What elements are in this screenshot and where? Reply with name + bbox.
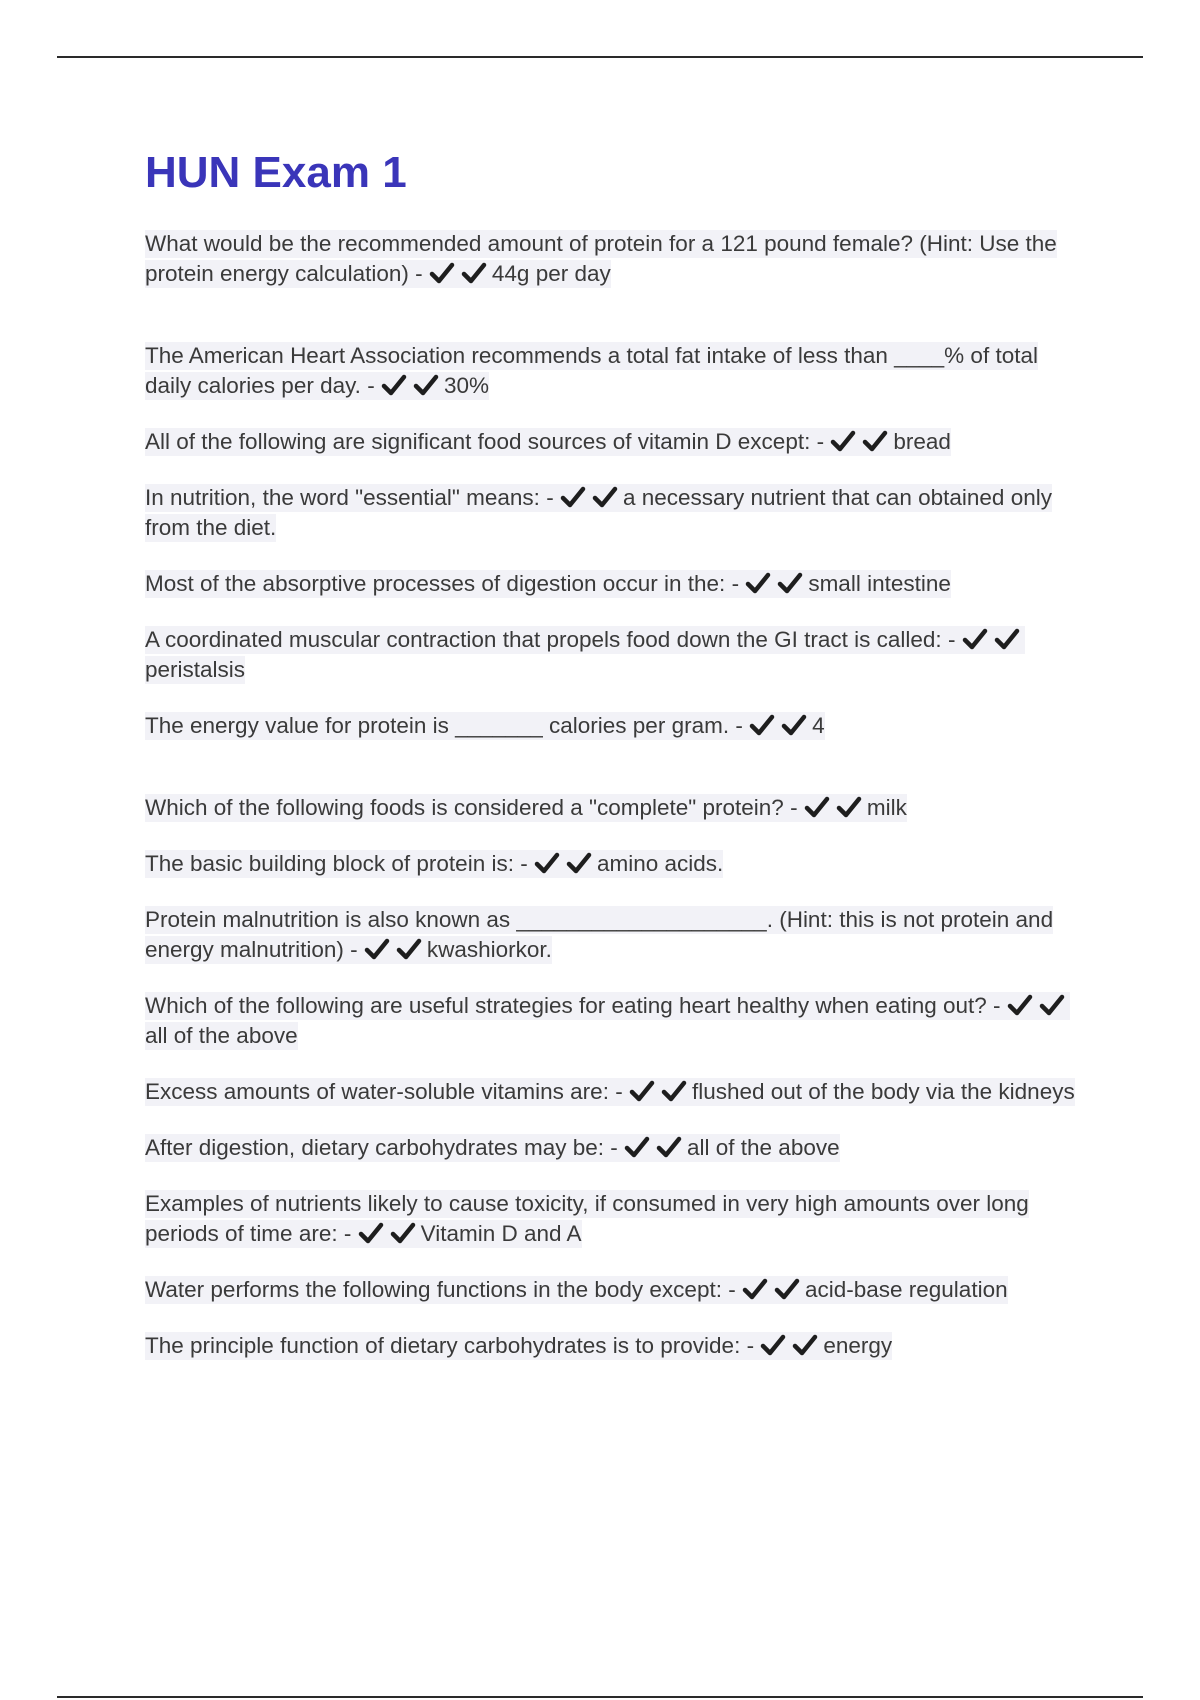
qa-item bbox=[145, 793, 1085, 823]
qa-text-block bbox=[145, 342, 1038, 400]
qa-text-block bbox=[145, 1190, 1029, 1248]
checkmark-icon bbox=[994, 627, 1020, 651]
checkmark-icon bbox=[1007, 993, 1033, 1017]
separator: - bbox=[539, 485, 560, 510]
question-text: The American Heart Association recommends a total fat intake of less than ____% of total daily calories per day. bbox=[145, 343, 1038, 398]
qa-text-block bbox=[145, 230, 1057, 288]
qa-item bbox=[145, 711, 1085, 741]
separator: - bbox=[337, 1221, 358, 1246]
checkmark-icon bbox=[429, 261, 455, 285]
qa-item bbox=[145, 569, 1085, 599]
qa-text-block bbox=[145, 992, 1070, 1050]
question-text: Excess amounts of water-soluble vitamins are: bbox=[145, 1079, 609, 1104]
question-text: The basic building block of protein is: bbox=[145, 851, 514, 876]
qa-item bbox=[145, 1189, 1085, 1249]
separator: - bbox=[725, 571, 746, 596]
checkmark-icon bbox=[1039, 993, 1065, 1017]
question-text: In nutrition, the word "essential" means: bbox=[145, 485, 540, 510]
qa-text-block bbox=[145, 1332, 892, 1360]
checkmark-icon bbox=[560, 485, 586, 509]
question-text: Protein malnutrition is also known as ____________________. (Hint: this is not protein and energy malnutrition) bbox=[145, 907, 1054, 962]
qa-item bbox=[145, 905, 1085, 965]
checkmark-icon bbox=[396, 937, 422, 961]
checkmark-icon bbox=[760, 1333, 786, 1357]
checkmark-icon bbox=[862, 429, 888, 453]
checkmark-icon bbox=[742, 1277, 768, 1301]
checkmark-icon bbox=[624, 1135, 650, 1159]
checkmark-icon bbox=[390, 1221, 416, 1245]
question-text: Which of the following are useful strategies for eating heart healthy when eating out? bbox=[145, 993, 987, 1018]
qa-text-block bbox=[145, 850, 723, 878]
question-text: Which of the following foods is considered a "complete" protein? bbox=[145, 795, 784, 820]
question-text: The energy value for protein is _______ calories per gram. bbox=[145, 713, 730, 738]
checkmark-icon bbox=[830, 429, 856, 453]
checkmark-icon bbox=[774, 1277, 800, 1301]
checkmark-icon bbox=[836, 795, 862, 819]
answer-text: all of the above bbox=[687, 1135, 840, 1160]
qa-text-block bbox=[145, 428, 951, 456]
answer-text: Vitamin D and A bbox=[420, 1221, 582, 1246]
separator: - bbox=[941, 627, 962, 652]
checkmark-icon bbox=[804, 795, 830, 819]
checkmark-icon bbox=[962, 627, 988, 651]
qa-text-block bbox=[145, 712, 825, 740]
qa-text-block bbox=[145, 570, 951, 598]
question-text: What would be the recommended amount of protein for a 121 pound female? (Hint: Use the protein energy calculation) bbox=[145, 231, 1057, 286]
separator: - bbox=[360, 373, 381, 398]
qa-list bbox=[145, 229, 1085, 1361]
checkmark-icon bbox=[566, 851, 592, 875]
checkmark-icon bbox=[381, 373, 407, 397]
qa-text-block bbox=[145, 794, 907, 822]
answer-text: kwashiorkor. bbox=[426, 937, 552, 962]
document-body bbox=[145, 145, 1085, 1361]
qa-item bbox=[145, 625, 1085, 685]
separator: - bbox=[810, 429, 831, 454]
question-text: Water performs the following functions in the body except: bbox=[145, 1277, 722, 1302]
checkmark-icon bbox=[413, 373, 439, 397]
qa-text-block bbox=[145, 1276, 1008, 1304]
answer-text: bread bbox=[893, 429, 951, 454]
separator: - bbox=[408, 261, 429, 286]
answer-text: energy bbox=[823, 1333, 893, 1358]
bottom-divider bbox=[57, 1696, 1143, 1698]
answer-text: 44g per day bbox=[491, 261, 611, 286]
question-text: Most of the absorptive processes of digestion occur in the: bbox=[145, 571, 726, 596]
checkmark-icon bbox=[358, 1221, 384, 1245]
question-text: Examples of nutrients likely to cause toxicity, if consumed in very high amounts over long periods of time are: bbox=[145, 1191, 1029, 1246]
qa-item bbox=[145, 991, 1085, 1051]
qa-text-block bbox=[145, 484, 1052, 542]
checkmark-icon bbox=[745, 571, 771, 595]
qa-item bbox=[145, 1275, 1085, 1305]
qa-text-block bbox=[145, 1078, 1075, 1106]
top-divider bbox=[57, 56, 1143, 58]
page-title: HUN Exam 1 bbox=[145, 148, 407, 197]
separator: - bbox=[343, 937, 364, 962]
checkmark-icon bbox=[364, 937, 390, 961]
qa-item bbox=[145, 341, 1085, 401]
qa-item bbox=[145, 1331, 1085, 1361]
separator: - bbox=[729, 713, 750, 738]
separator: - bbox=[604, 1135, 624, 1160]
checkmark-icon bbox=[534, 851, 560, 875]
checkmark-icon bbox=[777, 571, 803, 595]
qa-item bbox=[145, 229, 1085, 289]
question-text: The principle function of dietary carbohydrates is to provide: bbox=[145, 1333, 741, 1358]
question-text: After digestion, dietary carbohydrates may be: bbox=[145, 1135, 604, 1160]
separator: - bbox=[721, 1277, 742, 1302]
qa-item bbox=[145, 427, 1085, 457]
answer-text: small intestine bbox=[808, 571, 951, 596]
answer-text: a necessary nutrient that can obtained only from the diet. bbox=[145, 485, 1052, 540]
answer-text: acid-base regulation bbox=[804, 1277, 1008, 1302]
answer-text: flushed out of the body via the kidneys bbox=[691, 1079, 1075, 1104]
checkmark-icon bbox=[461, 261, 487, 285]
checkmark-icon bbox=[781, 713, 807, 737]
answer-text: amino acids. bbox=[596, 851, 724, 876]
answer-text: peristalsis bbox=[145, 657, 246, 682]
question-text: All of the following are significant food sources of vitamin D except: bbox=[145, 429, 811, 454]
qa-text-block bbox=[145, 906, 1053, 964]
answer-text: milk bbox=[866, 795, 907, 820]
qa-item bbox=[145, 483, 1085, 543]
checkmark-icon bbox=[792, 1333, 818, 1357]
separator: - bbox=[513, 851, 534, 876]
checkmark-icon bbox=[749, 713, 775, 737]
answer-text: all of the above bbox=[145, 1023, 298, 1048]
qa-text-block bbox=[145, 1134, 840, 1162]
qa-item bbox=[145, 1077, 1085, 1107]
separator: - bbox=[608, 1079, 629, 1104]
qa-text-block bbox=[145, 626, 1025, 684]
checkmark-icon bbox=[592, 485, 618, 509]
answer-text: 30% bbox=[443, 373, 489, 398]
qa-item bbox=[145, 849, 1085, 879]
separator: - bbox=[783, 795, 804, 820]
checkmark-icon bbox=[661, 1079, 687, 1103]
checkmark-icon bbox=[629, 1079, 655, 1103]
qa-item bbox=[145, 1133, 1085, 1163]
checkmark-icon bbox=[656, 1135, 682, 1159]
separator: - bbox=[986, 993, 1007, 1018]
separator: - bbox=[740, 1333, 761, 1358]
answer-text: 4 bbox=[812, 713, 825, 738]
question-text: A coordinated muscular contraction that propels food down the GI tract is called: bbox=[145, 627, 942, 652]
